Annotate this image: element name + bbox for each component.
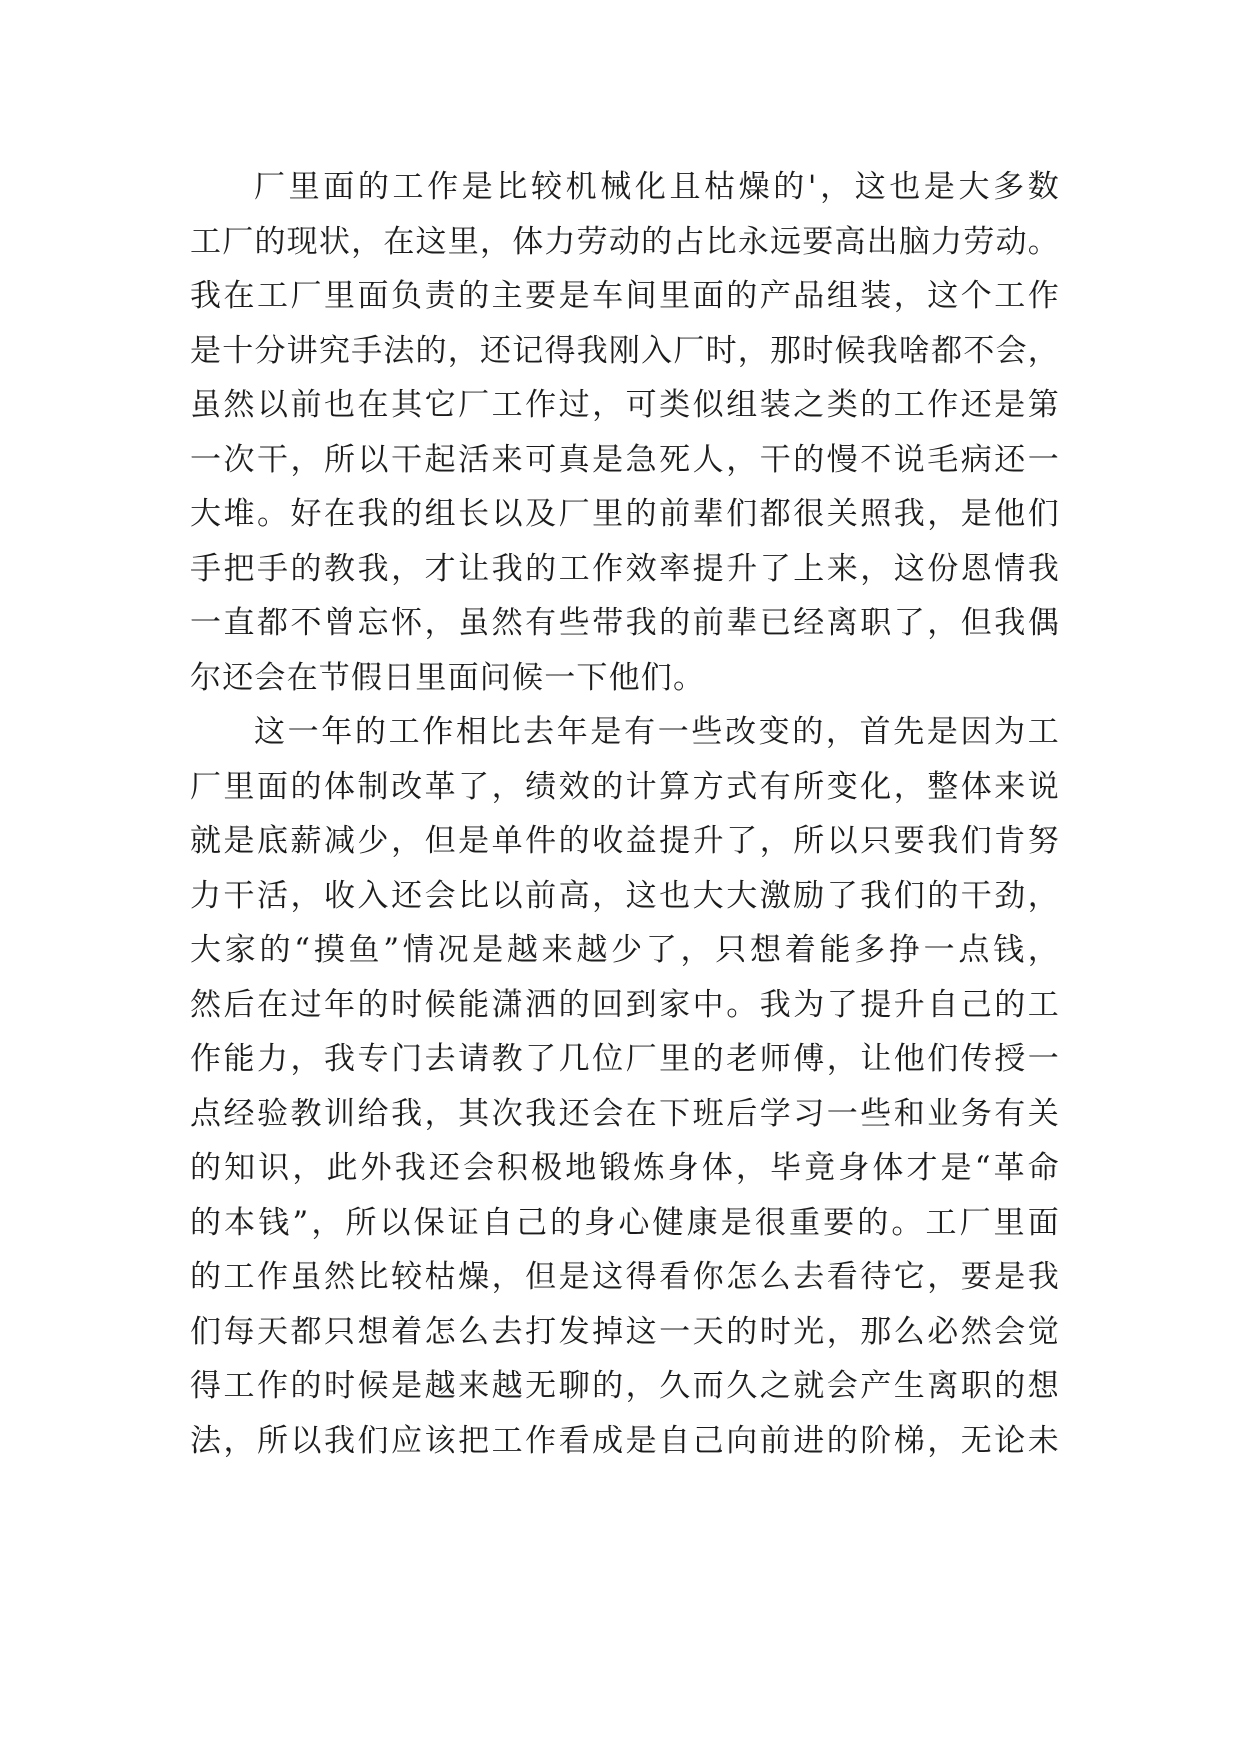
text-line: 厂里面的工作是比较机械化且枯燥的'，这也是大多数 (254, 169, 1060, 205)
text-line: 力干活，收入还会比以前高，这也大大激励了我们的干劲， (190, 877, 1060, 914)
text-line: 虽然以前也在其它厂工作过，可类似组装之类的工作还是第 (190, 387, 1060, 423)
text-line: 的本钱”，所以保证自己的身心健康是很重要的。工厂里面 (190, 1204, 1060, 1241)
text-line: 一次干，所以干起活来可真是急死人，干的慢不说毛病还一 (190, 441, 1060, 478)
text-line: 厂里面的体制改革了，绩效的计算方式有所变化，整体来说 (190, 768, 1060, 805)
text-line: 是十分讲究手法的，还记得我刚入厂时，那时候我啥都不会， (190, 332, 1060, 369)
text-line: 作能力，我专门去请教了几位厂里的老师傅，让他们传授一 (190, 1041, 1060, 1077)
text-line: 这一年的工作相比去年是有一些改变的，首先是因为工 (254, 714, 1060, 750)
text-line: 工厂的现状，在这里，体力劳动的占比永远要高出脑力劳动。 (190, 223, 1060, 260)
paragraph-1 (190, 160, 1060, 705)
text-line: 的工作虽然比较枯燥，但是这得看你怎么去看待它，要是我 (190, 1259, 1060, 1295)
paragraph-2 (190, 705, 1060, 1468)
text-line: 就是底薪减少，但是单件的收益提升了，所以只要我们肯努 (190, 823, 1060, 859)
text-line: 尔还会在节假日里面问候一下他们。 (190, 659, 706, 696)
text-line: 们每天都只想着怎么去打发掉这一天的时光，那么必然会觉 (190, 1313, 1060, 1350)
text-line: 法，所以我们应该把工作看成是自己向前进的阶梯，无论未 (190, 1422, 1060, 1459)
text-line: 大堆。好在我的组长以及厂里的前辈们都很关照我，是他们 (190, 496, 1060, 532)
text-line: 得工作的时候是越来越无聊的，久而久之就会产生离职的想 (190, 1368, 1060, 1404)
text-line: 然后在过年的时候能潇洒的回到家中。我为了提升自己的工 (190, 986, 1060, 1023)
document-body (190, 160, 1060, 1468)
text-line: 我在工厂里面负责的主要是车间里面的产品组装，这个工作 (190, 278, 1060, 314)
text-line: 的知识，此外我还会积极地锻炼身体，毕竟身体才是“革命 (190, 1150, 1060, 1186)
text-line: 大家的“摸鱼”情况是越来越少了，只想着能多挣一点钱， (190, 932, 1060, 968)
text-line: 点经验教训给我，其次我还会在下班后学习一些和业务有关 (190, 1095, 1060, 1132)
text-line: 一直都不曾忘怀，虽然有些带我的前辈已经离职了，但我偶 (190, 605, 1060, 641)
text-line: 手把手的教我，才让我的工作效率提升了上来，这份恩情我 (190, 550, 1060, 587)
